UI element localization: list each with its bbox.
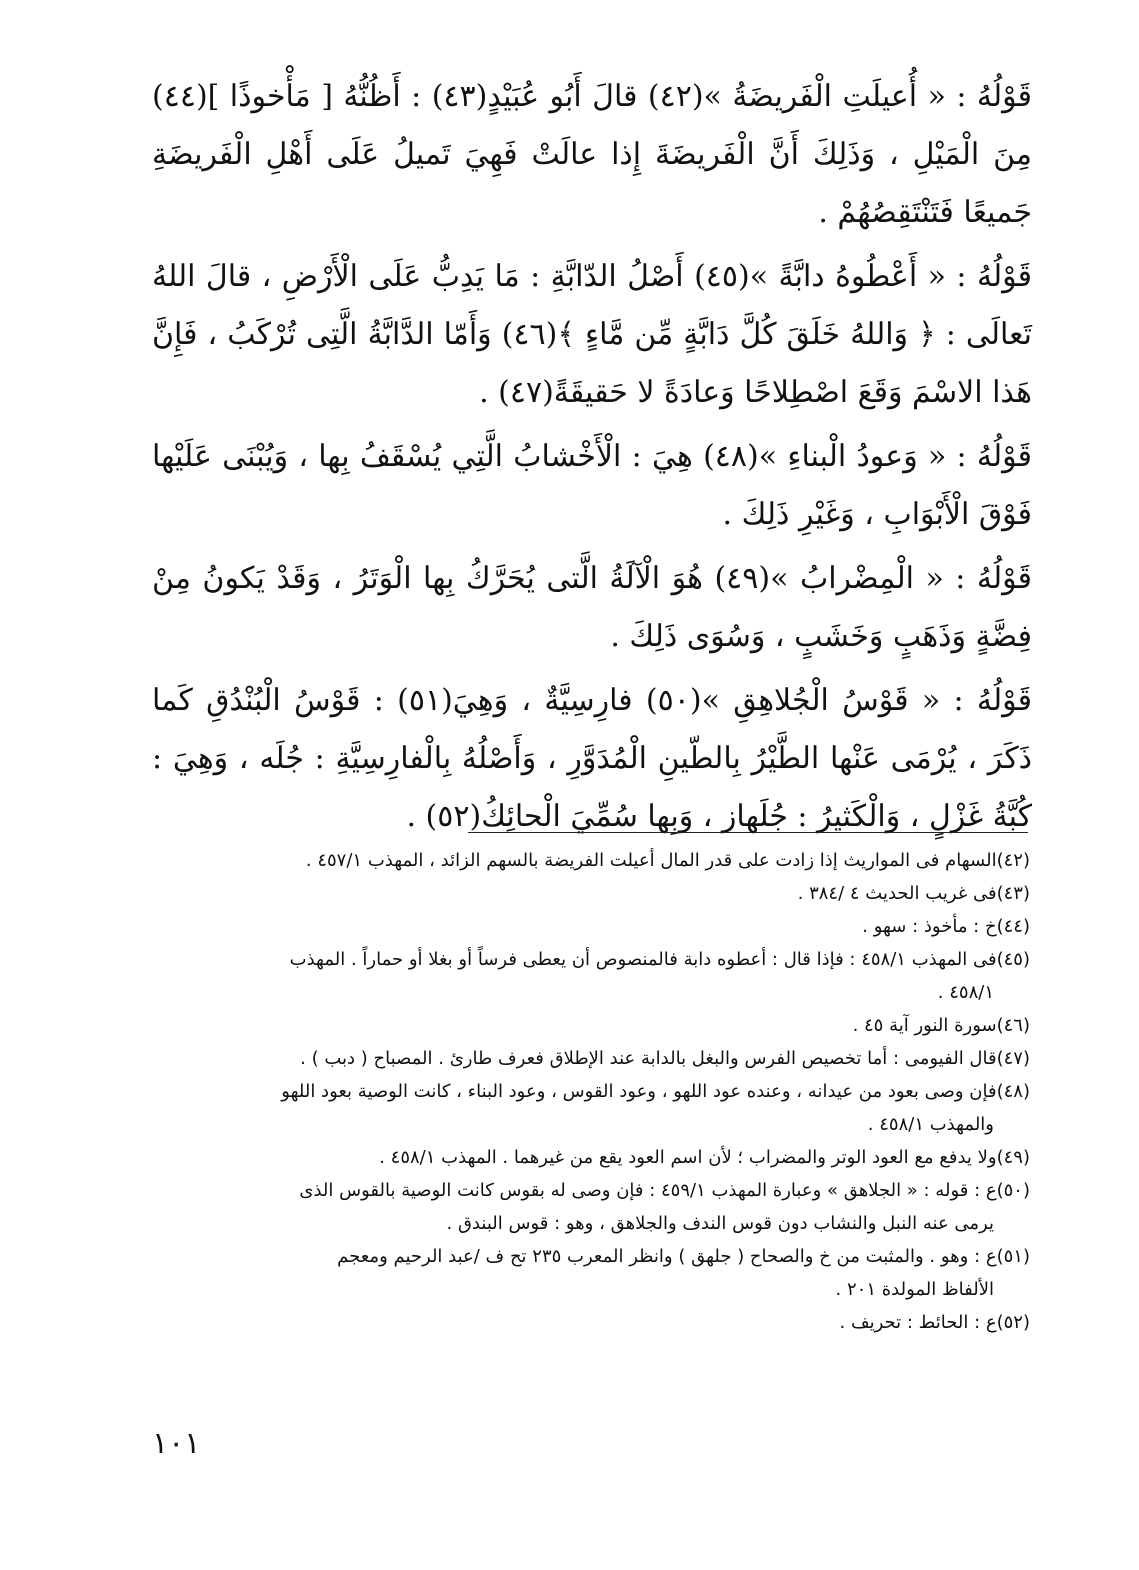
footnote-divider (468, 832, 1028, 833)
footnote-47: (٤٧)قال الفيومى : أما تخصيص الفرس والبغل بالدابة عند الإطلاق فعرف طارئ . المصباح ( دبب ) . (300, 1048, 1030, 1069)
footnote-45-continuation: ٤٥٨/١ . (937, 982, 994, 1003)
page-number: ١٠١ (152, 1426, 201, 1461)
footnote-42: (٤٢)السهام فى المواريث إذا زادت على قدر المال أعيلت الفريضة بالسهم الزائد ، المهذب ٤٥٧/١ . (305, 850, 1030, 871)
paragraph-qaws-aljulahiq: قَوْلُهُ : « قَوْسُ الْجُلاهِقِ »(٥٠) فارِسِيَّةٌ ، وَهِيَ(٥١) : قَوْسُ الْبُنْدُقِ كَما ذَكَرَ ، يُرْمَى عَنْها الطَّيْرُ بِالطّينِ الْمُدَوَّرِ ، وَأَصْلُهُ بِالْفارِسِيَّةِ : جُلَه ، وَهِيَ : كُبَّةُ غَزْلٍ ، وَالْكَثيرُ : جُلَهاز ، وَبِها سُمِّيَ الْحائِكُ(٥٢) . (152, 683, 1032, 834)
footnote-50-continuation: يرمى عنه النبل والنشاب دون قوس الندف والجلاهق ، وهو : قوس البندق . (446, 1213, 994, 1234)
paragraph-midrab: قَوْلُهُ : « الْمِضْرابُ »(٤٩) هُوَ الْآلَةُ الَّتى يُحَرَّكُ بِها الْوَتَرُ ، وَقَدْ يَكونُ مِنْ فِضَّةٍ وَذَهَبٍ وَخَشَبٍ ، وَسُوَى ذَلِكَ . (152, 561, 1032, 654)
footnote-46: (٤٦)سورة النور آية ٤٥ . (852, 1015, 1030, 1036)
footnote-43: (٤٣)فى غريب الحديث ٤ /٣٨٤ . (797, 883, 1030, 904)
footnote-48: (٤٨)فإن وصى بعود من عيدانه ، وعنده عود اللهو ، وعود القوس ، وعود البناء ، كانت الوصية بعود اللهو (281, 1081, 1030, 1102)
footnotes-block (162, 844, 1030, 1339)
main-text-block (152, 68, 1032, 852)
footnote-51-continuation: الألفاظ المولدة ٢٠١ . (835, 1279, 994, 1300)
footnote-45: (٤٥)فى المهذب ٤٥٨/١ : فإذا قال : أعطوه دابة فالمنصوص أن يعطى فرساً أو بغلا أو حماراً . المهذب (289, 949, 1030, 970)
footnote-44: (٤٤)خ : مأخوذ : سهو . (862, 916, 1030, 937)
footnote-51: (٥١)ع : وهو . والمثبت من خ والصحاح ( جلهق ) وانظر المعرب ٢٣٥ تح ف /عبد الرحيم ومعجم (337, 1246, 1030, 1267)
footnote-48-continuation: والمهذب ٤٥٨/١ . (867, 1114, 994, 1135)
footnote-50: (٥٠)ع : قوله : « الجلاهق » وعبارة المهذب ٤٥٩/١ : فإن وصى له بقوس كانت الوصية بالقوس الذى (299, 1180, 1030, 1201)
paragraph-dabbah: قَوْلُهُ : « أَعْطُوهُ دابَّةً »(٤٥) أَصْلُ الدّابَّةِ : مَا يَدِبُّ عَلَى الْأَرْضِ ، قالَ اللهُ تَعالَى : ﴿ وَاللهُ خَلَقَ كُلَّ دَابَّةٍ مِّن مَّاءٍ ﴾(٤٦) وَأَمّا الدَّابَّةُ الَّتِى تُرْكَبُ ، فَإِنَّ هَذا الاسْمَ وَقَعَ اصْطِلاحًا وَعادَةً لا حَقيقَةً(٤٧) . (152, 259, 1033, 410)
paragraph-faridah: قَوْلُهُ : « أُعيلَتِ الْفَريضَةُ »(٤٢) قالَ أَبُو عُبَيْدٍ(٤٣) : أَظُنُّهُ [ مَأْخوذًا ](٤٤) مِنَ الْمَيْلِ ، وَذَلِكَ أَنَّ الْفَريضَةَ إِذا عالَتْ فَهِيَ تَميلُ عَلَى أَهْلِ الْفَريضَةِ جَميعًا فَتَنْتَقِصُهُمْ . (152, 79, 1032, 230)
footnote-52: (٥٢)ع : الحائط : تحريف . (839, 1312, 1030, 1333)
footnote-49: (٤٩)ولا يدفع مع العود الوتر والمضراب ؛ لأن اسم العود يقع من غيرهما . المهذب ٤٥٨/١ . (379, 1147, 1030, 1168)
paragraph-ud-albina: قَوْلُهُ : « وَعودُ الْبناءِ »(٤٨) هِيَ : الْأَخْشابُ الَّتِي يُسْقَفُ بِها ، وَيُبْنَى عَلَيْها فَوْقَ الْأَبْوَابِ ، وَغَيْرِ ذَلِكَ . (152, 439, 1032, 532)
